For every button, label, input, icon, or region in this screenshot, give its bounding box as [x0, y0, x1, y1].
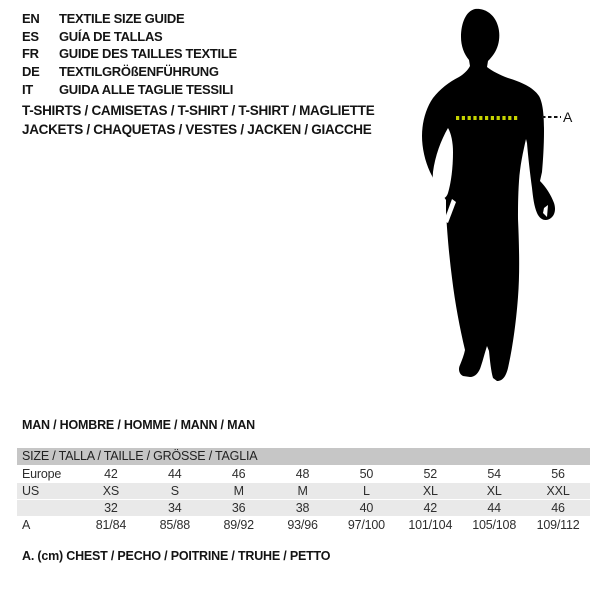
- table-cell: 85/88: [159, 518, 190, 532]
- table-cell: 46: [551, 501, 565, 515]
- table-cell: 48: [295, 467, 310, 481]
- row-label: US: [22, 484, 39, 498]
- size-table-header: SIZE / TALLA / TAILLE / GRÖSSE / TAGLIA: [17, 448, 590, 465]
- table-row-europe: [17, 465, 590, 482]
- table-cell: 93/96: [287, 518, 318, 532]
- table-cell: 44: [168, 467, 182, 481]
- table-cell: 42: [104, 467, 118, 481]
- table-cell: 89/92: [223, 518, 254, 532]
- row-label: A: [22, 518, 31, 532]
- table-cell: 54: [487, 467, 501, 481]
- row-label: Europe: [22, 467, 62, 481]
- table-cell: 81/84: [95, 518, 127, 532]
- table-cell: 32: [104, 501, 118, 515]
- table-cell: L: [363, 484, 370, 498]
- table-cell: M: [297, 484, 308, 498]
- table-cell: XXL: [546, 484, 570, 498]
- table-cell: 40: [359, 501, 374, 515]
- table-row-us: [17, 482, 590, 499]
- language-label: TEXTILE SIZE GUIDE: [59, 11, 185, 27]
- table-cell: 52: [423, 467, 438, 481]
- table-cell: 42: [423, 501, 438, 515]
- table-cell: M: [233, 484, 244, 498]
- language-label: TEXTILGRÖßENFÜHRUNG: [59, 64, 219, 80]
- table-row-us-numeric: [17, 499, 590, 516]
- table-cell: 56: [551, 467, 565, 481]
- table-row-chest-cm: [17, 516, 590, 533]
- table-cell: S: [170, 484, 179, 498]
- language-label: GUIDE DES TAILLES TEXTILE: [59, 46, 237, 62]
- table-cell: 50: [359, 467, 374, 481]
- language-label: GUIDA ALLE TAGLIE TESSILI: [59, 81, 234, 97]
- table-cell: XL: [486, 484, 502, 498]
- table-cell: 46: [231, 467, 246, 481]
- measure-label-a: A: [563, 109, 573, 125]
- language-code: ES: [22, 28, 39, 44]
- language-label: GUÍA DE TALLAS: [59, 28, 163, 44]
- table-cell: XS: [102, 484, 120, 498]
- row-label: [17, 500, 79, 516]
- table-cell: 109/112: [536, 518, 580, 532]
- section-title-man: MAN / HOMBRE / HOMME / MANN / MAN: [22, 418, 255, 432]
- garment-type-line-tshirts: T-SHIRTS / CAMISETAS / T-SHIRT / T-SHIRT / MAGLIETTE: [22, 103, 375, 118]
- table-cell: XL: [422, 484, 438, 498]
- language-code: FR: [22, 46, 39, 62]
- garment-type-line-jackets: JACKETS / CHAQUETAS / VESTES / JACKEN / GIACCHE: [22, 121, 372, 137]
- table-cell: 101/104: [408, 518, 453, 532]
- language-code: IT: [22, 81, 33, 97]
- language-code: EN: [22, 11, 40, 27]
- table-cell: 44: [487, 501, 501, 515]
- table-cell: 36: [231, 501, 246, 515]
- table-cell: 97/100: [347, 518, 385, 532]
- measurement-footnote: A. (cm) CHEST / PECHO / POITRINE / TRUHE / PETTO: [22, 549, 331, 563]
- size-table: [17, 448, 590, 533]
- language-code: DE: [22, 64, 40, 80]
- table-cell: 38: [295, 501, 310, 515]
- table-cell: 34: [168, 501, 182, 515]
- table-cell: 105/108: [472, 518, 517, 532]
